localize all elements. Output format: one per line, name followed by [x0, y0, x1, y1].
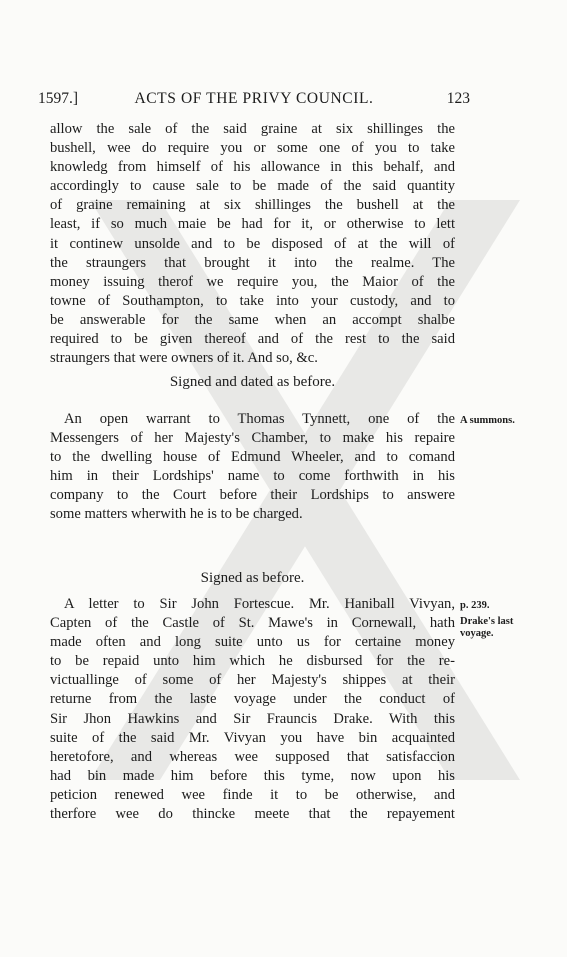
- text-line: to the dwelling house of Edmund Wheeler, and to comand: [50, 449, 455, 466]
- text-line: made often and long suite unto us for certaine money: [50, 634, 455, 651]
- text-line: of graine remaining at six shillinges the bushell at the: [50, 197, 455, 214]
- text-line: knowledg from himself of his allowance in this behalf, and: [50, 159, 455, 176]
- margin-note-line: Drake's last: [460, 616, 514, 627]
- text-line: A letter to Sir John Fortescue. Mr. Haniball Vivyan,: [64, 596, 455, 612]
- running-header: [38, 90, 470, 114]
- text-line: straungers that were owners of it. And so, &c.: [50, 350, 318, 367]
- text-line: money issuing therof we require you, the Maior of the: [50, 273, 455, 290]
- text-line: Capten of the Castle of St. Mawe's in Cornewall, hath: [50, 615, 455, 632]
- text-line: Sir Jhon Hawkins and Sir Frauncis Drake. With this: [50, 710, 455, 727]
- text-line: required to be given thereof and of the rest to the said: [50, 331, 455, 348]
- text-line: to be repaid unto him which he disbursed for the re-: [50, 653, 455, 670]
- text-line: him in their Lordships' name to come forthwith in his: [50, 468, 455, 485]
- text-line: peticion renewed wee finde it to be otherwise, and: [50, 786, 455, 803]
- margin-note-drake: [460, 616, 567, 640]
- text-line: accordingly to cause sale to be made of the said quantity: [50, 178, 455, 195]
- signed-note: Signed as before.: [200, 570, 305, 586]
- signed-dated-note: Signed and dated as before.: [169, 374, 336, 390]
- text-line: bushell, wee do require you or some one of you to take: [50, 140, 455, 157]
- text-line: An open warrant to Thomas Tynnett, one of the: [64, 411, 455, 427]
- margin-note-page-ref: p. 239.: [460, 600, 490, 611]
- text-line: had bin made him before this tyme, now upon his: [50, 767, 455, 784]
- header-title: ACTS OF THE PRIVY COUNCIL.: [134, 90, 374, 107]
- header-year: 1597.]: [38, 90, 79, 107]
- header-page-number: 123: [446, 90, 470, 107]
- paragraph-grain-sale: [50, 120, 455, 368]
- text-line: Messengers of her Majesty's Chamber, to make his repaire: [50, 430, 455, 447]
- text-line: heretofore, and whereas wee supposed that satisfaccion: [50, 748, 455, 765]
- text-line: least, if so much maie be had for it, or otherwise to lett: [50, 216, 455, 233]
- text-line: allow the sale of the said graine at six shillinges the: [50, 121, 455, 137]
- text-line: therfore wee do thincke meete that the repayement: [50, 806, 455, 823]
- text-line: victuallinge of some of her Majesty's shippes at their: [50, 672, 455, 689]
- text-line: company to the Court before their Lordships to answere: [50, 487, 455, 504]
- text-line: suite of the said Mr. Vivyan you have bin acquainted: [50, 729, 455, 746]
- margin-note-line: voyage.: [460, 628, 494, 639]
- text-line: the straungers that brought it into the realme. The: [50, 254, 455, 271]
- margin-note-summons: A summons.: [460, 415, 515, 426]
- paragraph-letter-fortescue: [50, 595, 455, 824]
- text-line: towne of Southampton, to take into your custody, and to: [50, 292, 455, 309]
- text-line: some matters wherwith he is to be charged.: [50, 506, 303, 523]
- text-line: be answerable for the same when an accompt shalbe: [50, 311, 455, 328]
- text-line: it continew unsolde and to be disposed of at the will of: [50, 235, 455, 252]
- paragraph-warrant: [50, 410, 455, 525]
- text-line: returne from the laste voyage under the conduct of: [50, 691, 455, 708]
